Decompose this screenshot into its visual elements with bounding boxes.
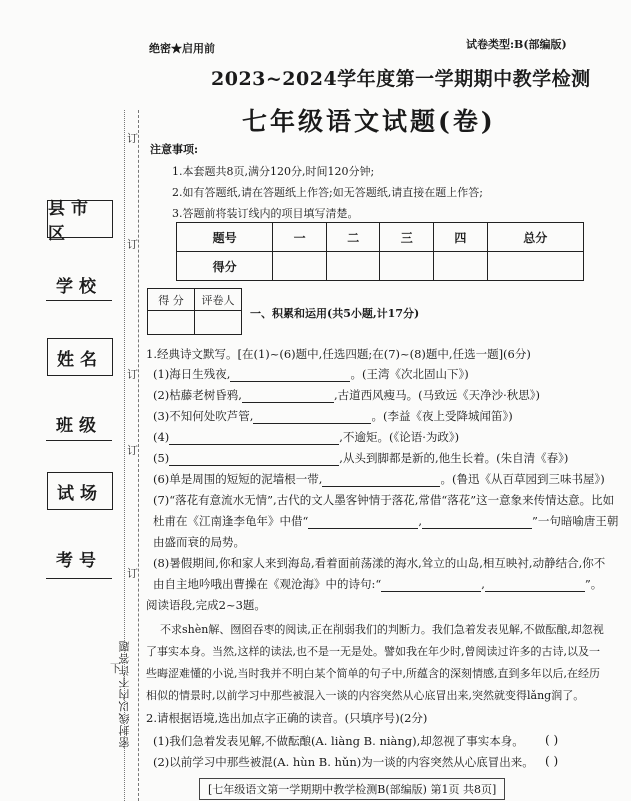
side-line	[46, 578, 112, 579]
q1-item-8: (8)暑假期间,你和家人来到海岛,看着面前荡漾的海水,耸立的山岛,相互映衬,动静结合,你不	[153, 556, 606, 570]
answer-blank[interactable]	[169, 430, 339, 445]
note-item: 1.本套题共8页,满分120分,时间120分钟;	[172, 165, 375, 178]
bind-mark: 订	[127, 368, 138, 381]
q1-item-8-line2: 由自主地吟哦出曹操在《观沧海》中的诗句:“ , ”。	[153, 577, 603, 591]
answer-paren[interactable]: ( )	[545, 754, 559, 768]
side-field-name: 姓名	[47, 338, 113, 376]
side-field-class: 班级	[56, 415, 102, 436]
grader-reviewer-label: 评卷人	[195, 289, 242, 311]
score-cell[interactable]	[434, 252, 488, 281]
q1-item: (4) ,不逾矩。(《论语·为政》)	[153, 430, 460, 444]
bind-mark: 订	[127, 132, 138, 145]
reading-intro: 阅读语段,完成2~3题。	[146, 598, 266, 612]
answer-blank[interactable]	[242, 388, 334, 403]
answer-paren[interactable]: ( )	[545, 733, 559, 747]
paper-type: 试卷类型:B(部编版)	[466, 38, 567, 51]
answer-blank[interactable]	[422, 514, 532, 529]
bind-mark: 订	[127, 238, 138, 251]
no-answer-warning: 密封线以内不许答题	[118, 640, 131, 748]
score-table	[176, 222, 584, 281]
passage-line: 了事实本身。当然,这样的读法,也不是一无是处。譬如我在年少时,曾阅读过许多的古诗,以及一	[146, 645, 600, 658]
grader-reviewer-cell[interactable]	[195, 311, 242, 335]
score-header-cell: 题号	[177, 223, 273, 252]
q1-item: (1)海日生残夜, 。(王湾《次北固山下》)	[153, 367, 469, 381]
side-field-number: 考号	[56, 550, 102, 571]
q2-item: (2)以前学习中那些被混(A. hùn B. hǔn)为一谈的内容突然从心底冒出来。	[153, 755, 534, 769]
score-header-cell: 一	[273, 223, 327, 252]
exam-subject-title: 七年级语文试题(卷)	[242, 107, 496, 136]
answer-blank[interactable]	[308, 514, 418, 529]
passage-line: 些晦涩难懂的小说,当时我并不明白某个简单的句子中,所蕴含的深刻情感,直到多年以后,在经历	[146, 667, 600, 680]
passage-line: 不求shèn解、囫囵吞枣的阅读,正在削弱我们的判断力。我们急着发表见解,不做酝酿,却忽视	[160, 623, 604, 636]
answer-blank[interactable]	[485, 577, 585, 592]
q1-item-7: (7)“落花有意流水无情”,古代的文人墨客钟情于落花,常借“落花”这一意象来传情达意。比如	[153, 493, 615, 507]
grader-score-label: 得 分	[148, 289, 195, 311]
note-item: 3.答题前将装订线内的项目填写清楚。	[172, 207, 359, 220]
score-row-label: 得分	[177, 252, 273, 281]
q1-item-7-line2: 杜甫在《江南逢李龟年》中借“ , ”一句暗喻唐王朝	[153, 514, 619, 528]
score-header-cell: 总分	[487, 223, 583, 252]
bind-mark: 订	[127, 567, 138, 580]
secret-label: 绝密★启用前	[149, 42, 215, 55]
exam-title: 2023~2024学年度第一学期期中教学检测	[211, 68, 591, 90]
page-footer: [七年级语文第一学期期中教学检测B(部编版) 第1页 共8页]	[199, 778, 505, 800]
side-line	[46, 440, 112, 441]
score-header-cell: 三	[380, 223, 434, 252]
side-field-county: 县市区	[47, 200, 113, 238]
side-line	[46, 300, 112, 301]
q1-item: (5) ,从头到脚都是新的,他生长着。(朱自清《春》)	[153, 451, 569, 465]
side-field-school: 学校	[56, 276, 102, 297]
answer-blank[interactable]	[381, 577, 481, 592]
bind-mark: 订	[127, 444, 138, 457]
score-cell[interactable]	[326, 252, 380, 281]
notes-heading: 注意事项:	[150, 143, 199, 156]
passage-line: 相似的情景时,以前学习中那些被混入一谈的内容突然从心底冒出来,突然就变得lǎng润了。	[146, 689, 585, 702]
side-field-room: 试场	[47, 472, 113, 510]
score-cell[interactable]	[273, 252, 327, 281]
question-1: 1.经典诗文默写。[在(1)~(6)题中,任选四题;在(7)~(8)题中,任选一题](6分)	[146, 347, 531, 361]
score-header-cell: 四	[434, 223, 488, 252]
q1-item-7-line3: 由盛而衰的局势。	[153, 535, 245, 549]
q1-item: (6)单是周围的短短的泥墙根一带, 。(鲁迅《从百草园到三味书屋》)	[153, 472, 605, 486]
q2-item: (1)我们急着发表见解,不做酝酿(A. liàng B. niàng),却忽视了事实本身。	[153, 734, 524, 748]
q1-item: (2)枯藤老树昏鸦, ,古道西风瘦马。(马致远《天净沙·秋思》)	[153, 388, 540, 402]
answer-blank[interactable]	[322, 472, 440, 487]
section-title: 一、积累和运用(共5小题,计17分)	[250, 307, 420, 320]
answer-blank[interactable]	[169, 451, 339, 466]
score-cell[interactable]	[487, 252, 583, 281]
grader-score-cell[interactable]	[148, 311, 195, 335]
note-item: 2.如有答题纸,请在答题纸上作答;如无答题纸,请直接在题上作答;	[172, 186, 483, 199]
grader-table	[147, 288, 242, 335]
binding-dashed-line	[138, 110, 139, 801]
score-header-cell: 二	[326, 223, 380, 252]
q1-item: (3)不知何处吹芦管, 。(李益《夜上受降城闻笛》)	[153, 409, 513, 423]
score-cell[interactable]	[380, 252, 434, 281]
answer-blank[interactable]	[230, 367, 350, 382]
answer-blank[interactable]	[253, 409, 371, 424]
question-2: 2.请根据语境,选出加点字正确的读音。(只填序号)(2分)	[146, 711, 428, 725]
bind-mark: 下	[110, 662, 121, 675]
